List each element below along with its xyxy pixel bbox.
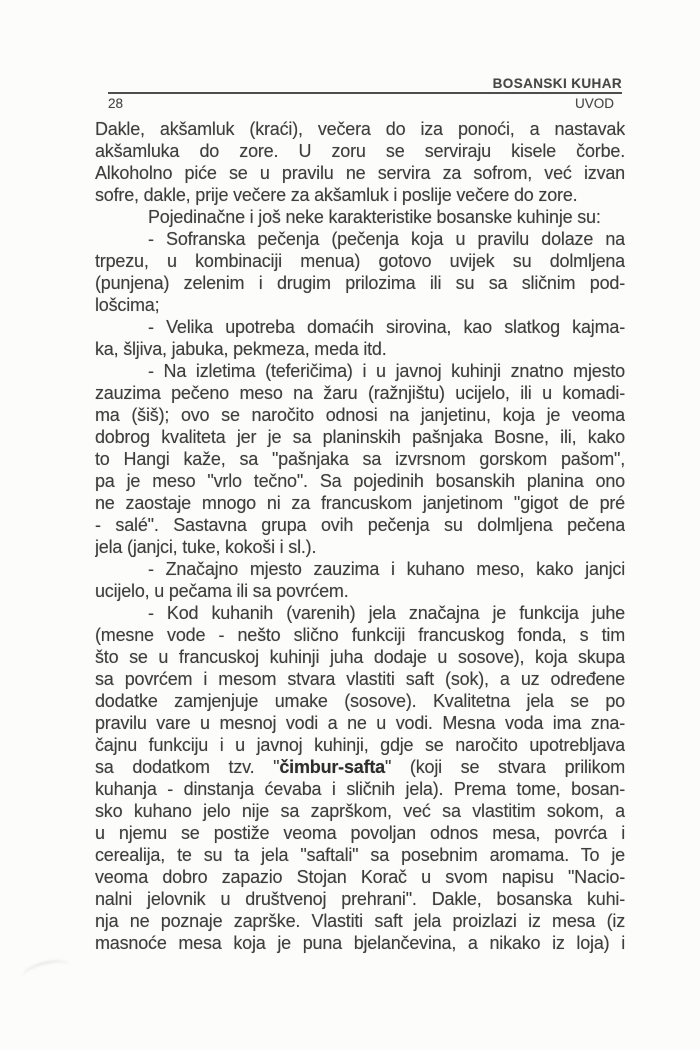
paragraph: [95, 228, 625, 316]
text-line: sa povrćem i mesom stvara vlastiti saft (sok), a uz određene: [95, 669, 625, 689]
text-line: - Značajno mjesto zauzima i kuhano meso, kako janjci: [148, 559, 625, 579]
text-line: pa je meso "vrlo tečno". Sa pojedinih bosanskih planina ono: [95, 471, 625, 491]
text-line: dobrog kvaliteta jer je sa planinskih pašnjaka Bosne, ili, kako: [95, 427, 625, 447]
text-line: - Sofranska pečenja (pečenja koja u pravilu dolaze na: [148, 229, 625, 249]
text-line: to Hangi kaže, sa "pašnjaka sa izvrsnom gorskom pašom",: [95, 449, 625, 469]
text-line: trpezu, u kombinaciji menua) gotovo uvijek su dolmljena: [95, 251, 625, 271]
page-header: [108, 76, 622, 111]
text-line: pravilu vare u mesnoj vodi a ne u vodi. Mesna voda ima zna-: [95, 713, 625, 733]
text-line: sko kuhano jelo nije sa zaprškom, već sa vlastitim sokom, a: [95, 801, 625, 821]
text-line: nja ne poznaje zaprške. Vlastiti saft jela proizlazi iz mesa (iz: [95, 911, 625, 931]
text-line: dodatke zamjenjuje umake (sosove). Kvalitetna jela se po: [95, 691, 625, 711]
text-line: - salé". Sastavna grupa ovih pečenja su dolmljena pečena: [95, 515, 625, 535]
paragraph: [95, 360, 625, 558]
text-line: cerealija, te su ta jela "saftali" sa posebnim aromama. To je: [95, 845, 625, 865]
text-segment: " (koji se stvara prilikom: [385, 757, 625, 777]
paragraph: [95, 558, 625, 602]
text-line: ne zaostaje mnogo ni za francuskom janjetinom "gigot de pré: [95, 493, 625, 513]
paragraph: [95, 316, 625, 360]
page-number: 28: [108, 96, 124, 111]
paragraph: [95, 602, 625, 954]
text-line: (punjena) zelenim i drugim prilozima ili su sa sličnim pod-: [95, 273, 625, 293]
text-line: - Na izletima (teferičima) i u javnoj kuhinji znatno mjesto: [148, 361, 625, 381]
header-subrow: [108, 96, 622, 111]
text-line: (mesne vode - nešto slično funkciji francuskog fonda, s tim: [95, 625, 625, 645]
text-line: ma (šiš); ovo se naročito odnosi na janjetinu, koja je veoma: [95, 405, 625, 425]
running-head-title: BOSANSKI KUHAR: [492, 76, 622, 91]
text-line: što se u francuskoj kuhinji juha dodaje u sosove), koja skupa: [95, 647, 625, 667]
paragraph: [95, 206, 625, 228]
text-line: kuhanja - dinstanja ćevaba i sličnih jela). Prema tome, bosan-: [95, 779, 625, 799]
text-line: jela (janjci, tuke, kokoši i sl.).: [95, 537, 317, 557]
page-body: [95, 118, 625, 954]
text-line: ucijelo, u pečama ili sa povrćem.: [95, 581, 349, 601]
text-line: čajnu funkciju i u javnoj kuhinji, gdje se naročito upotrebljava: [95, 735, 625, 755]
text-segment: sa dodatkom tzv. ": [95, 757, 280, 777]
bold-term: čimbur-safta: [279, 757, 385, 777]
text-line: Dakle, akšamluk (kraći), večera do iza ponoći, a nastavak: [95, 119, 625, 139]
section-label: UVOD: [574, 96, 614, 111]
paragraph: [95, 118, 625, 206]
text-line: u njemu se postiže veoma povoljan odnos mesa, povrća i: [95, 823, 625, 843]
text-line: [95, 756, 625, 778]
text-line: veoma dobro zapazio Stojan Korač u svom napisu "Nacio-: [95, 867, 625, 887]
text-line: lošcima;: [95, 295, 160, 315]
text-line: nalni jelovnik u društvenoj prehrani". Dakle, bosanska kuhi-: [95, 889, 625, 909]
header-rule: [108, 92, 622, 94]
text-line: zauzima pečeno meso na žaru (ražnjištu) ucijelo, ili u komadi-: [95, 383, 625, 403]
text-line: - Kod kuhanih (varenih) jela značajna je funkcija juhe: [148, 603, 625, 623]
scan-smudge: [21, 956, 72, 985]
text-line: ka, šljiva, jabuka, pekmeza, meda itd.: [95, 339, 387, 359]
text-line: sofre, dakle, prije večere za akšamluk i poslije večere do zore.: [95, 185, 578, 205]
text-line: masnoće mesa koja je puna bjelančevina, a nikako iz loja) i: [95, 933, 625, 953]
text-line: akšamluka do zore. U zoru se serviraju kisele čorbe.: [95, 141, 625, 161]
text-line: Pojedinačne i još neke karakteristike bosanske kuhinje su:: [148, 207, 601, 227]
text-line: Alkoholno piće se u pravilu ne servira za sofrom, već izvan: [95, 163, 625, 183]
text-line: - Velika upotreba domaćih sirovina, kao slatkog kajma-: [148, 317, 625, 337]
